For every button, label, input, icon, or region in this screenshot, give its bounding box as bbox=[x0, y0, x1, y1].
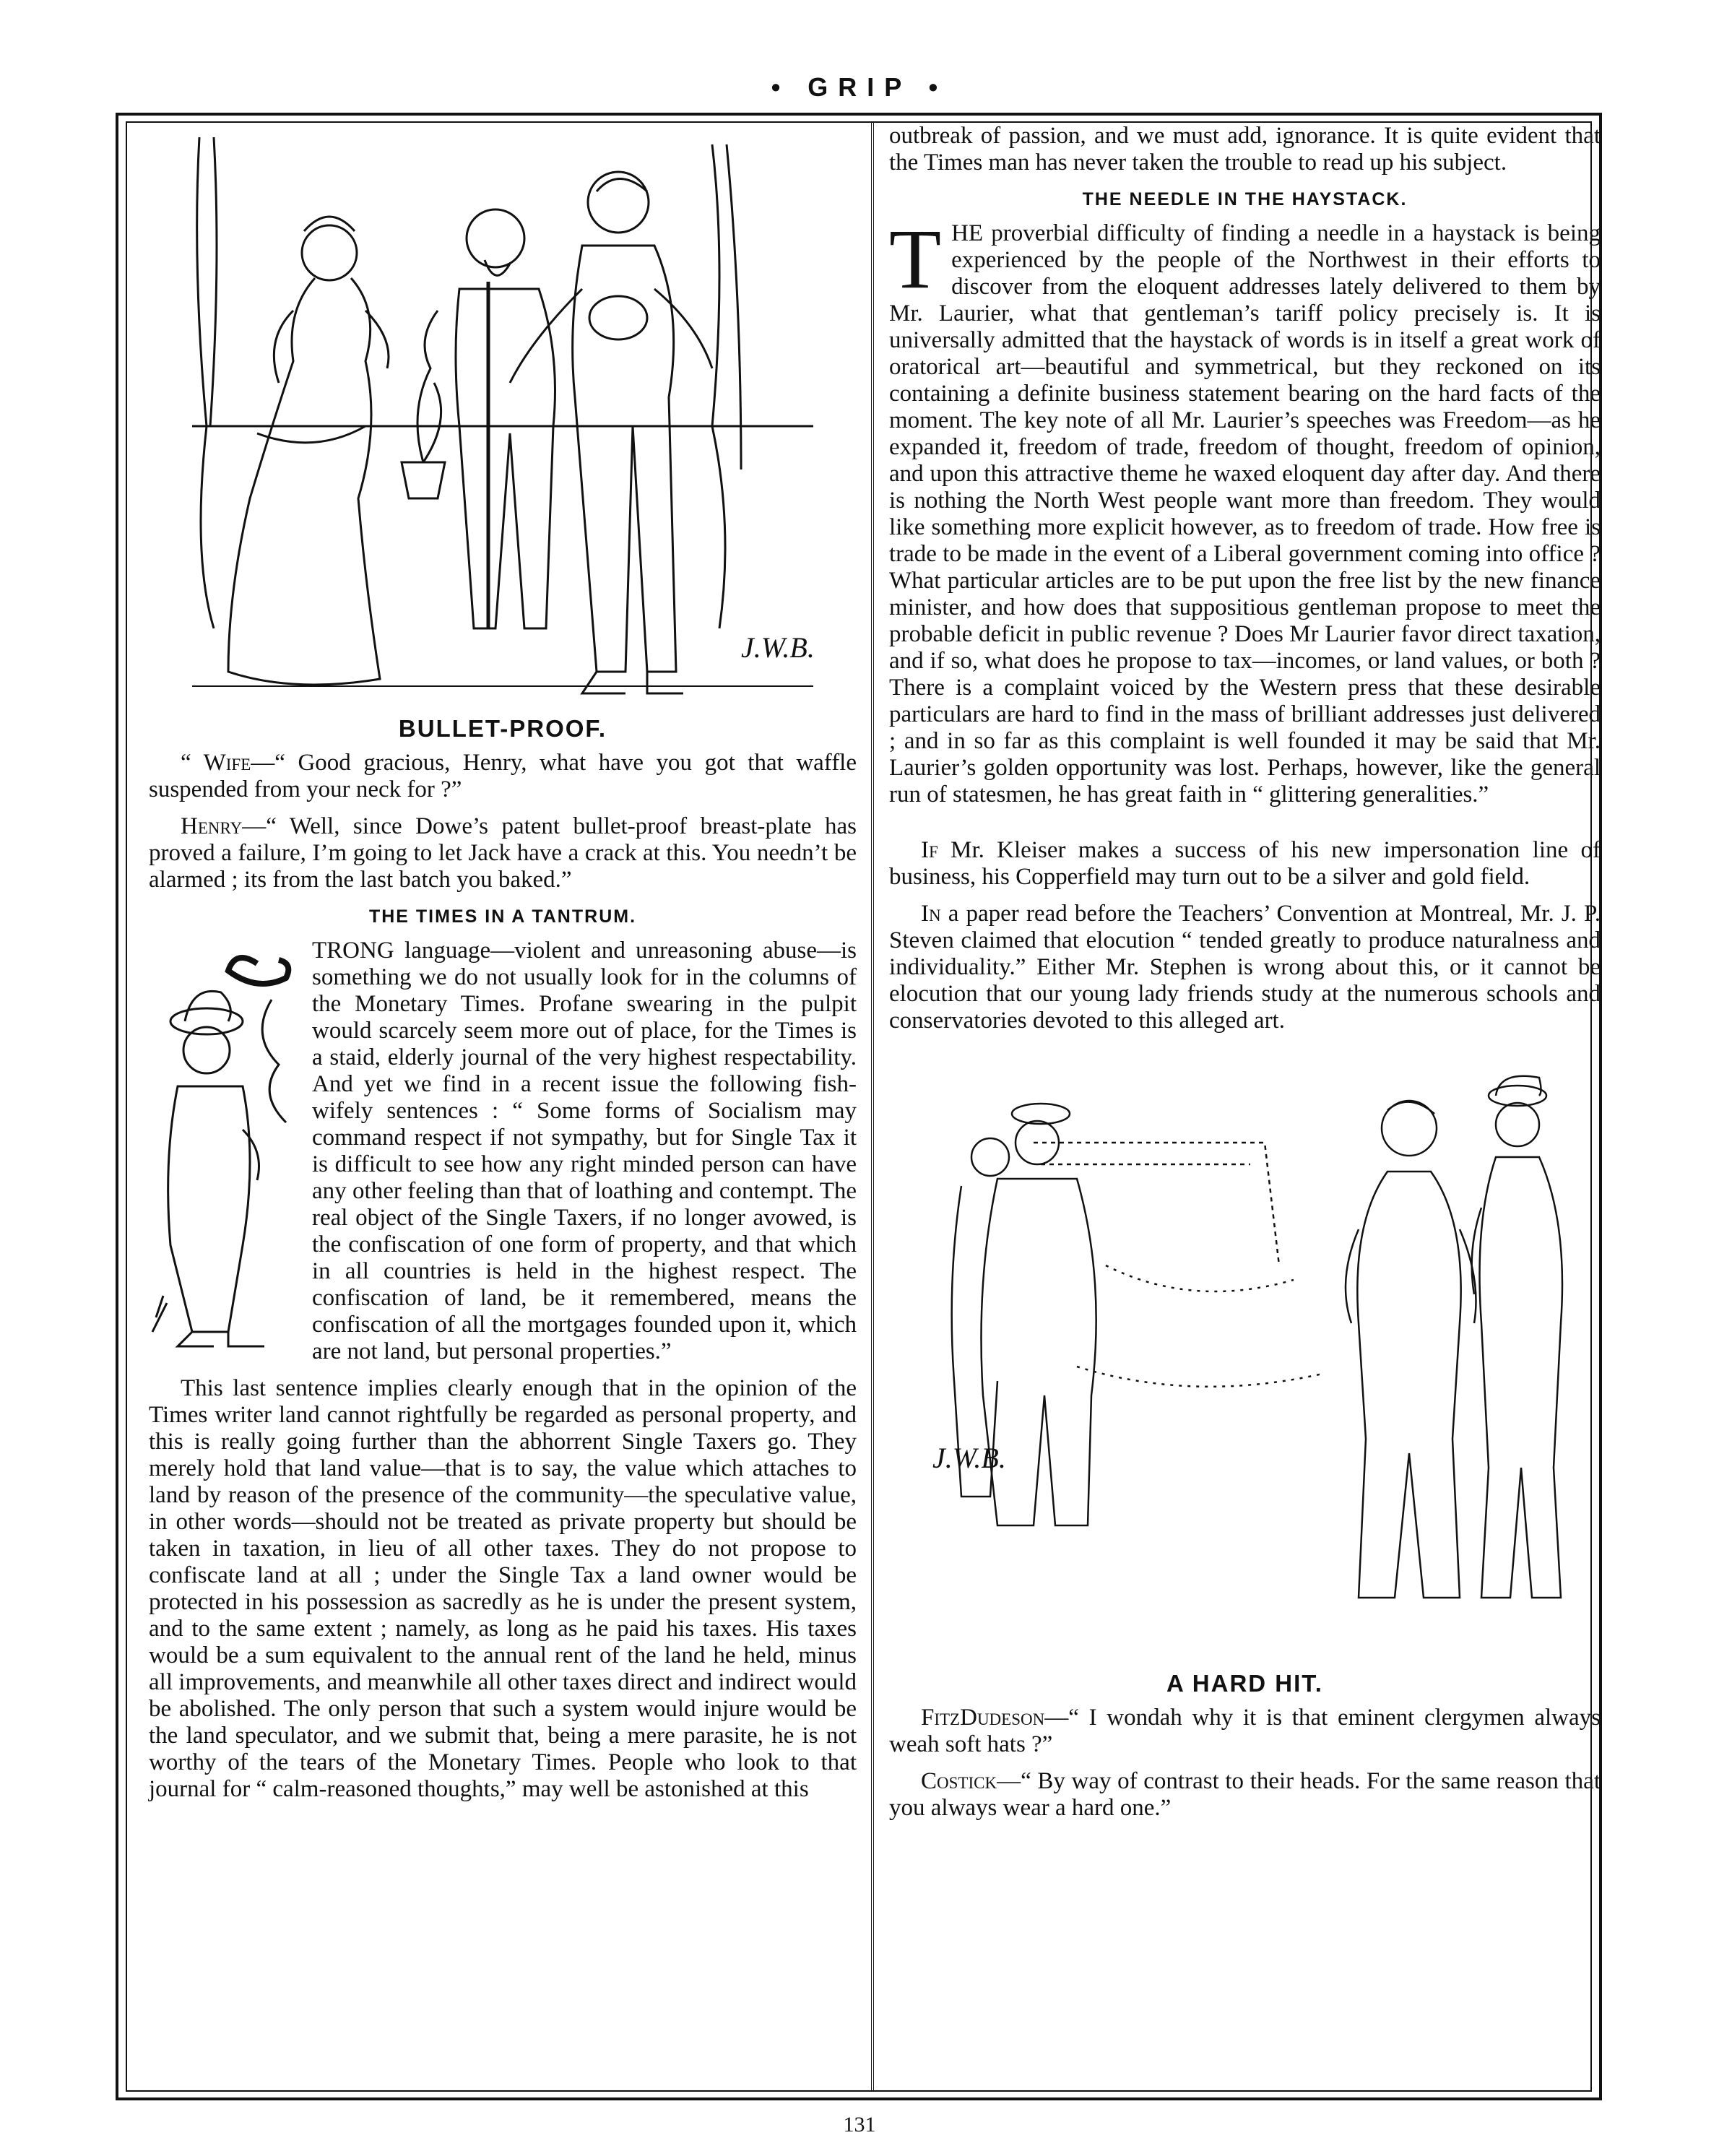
left-column bbox=[149, 123, 857, 1813]
needle-dropcap: T bbox=[889, 212, 942, 306]
kleiser-lead: If bbox=[921, 837, 938, 863]
costick-text: —“ By way of contrast to their heads. For the same reason that you always wear a hard one.” bbox=[889, 1768, 1601, 1821]
hard-hit-cartoon bbox=[889, 1063, 1601, 1663]
masthead: • GRIP • bbox=[771, 72, 948, 102]
henry-speaker: Henry bbox=[181, 813, 243, 839]
page-number: 131 bbox=[843, 2113, 876, 2136]
times-tantrum-heading: THE TIMES IN A TANTRUM. bbox=[368, 906, 637, 927]
times-continued-paragraph: outbreak of passion, and we must add, ignorance. It is quite evident that the Times man has never taken the trouble to read up his subject. bbox=[889, 123, 1601, 176]
kleiser-text: Mr. Kleiser makes a success of his new impersonation line of business, his Copperfield may turn out to be a silver and gold field. bbox=[889, 837, 1601, 890]
smoking-man-dropcap-illustration bbox=[149, 942, 300, 1361]
fitzdudeson-text: —“ I wondah why it is that eminent clergymen always weah soft hats ?” bbox=[889, 1705, 1601, 1757]
page-frame bbox=[116, 113, 1602, 2100]
kleiser-paragraph bbox=[889, 837, 1601, 891]
needle-haystack-heading: THE NEEDLE IN THE HAYSTACK. bbox=[1082, 189, 1408, 209]
bullet-proof-wife-line bbox=[149, 750, 857, 803]
bullet-proof-caption: BULLET-PROOF. bbox=[398, 715, 607, 742]
elocution-paragraph bbox=[889, 901, 1601, 1034]
needle-text: HE proverbial difficulty of finding a needle in a haystack is being experienced by the people of the Northwest in their efforts to discover from the eloquent addresses lately delivered to them by Mr. Laurier, what that gentleman’s tariff policy precisely is. It is universally admitted that the haystack of words is in itself a great work of oratorical art—beautiful and symmetrical, but they reckoned on its containing a definite business statement bearing on the hard facts of the moment. The key note of all Mr. Laurier’s speeches was Freedom—as he expanded it, freedom of trade, freedom of thought, freedom of opinion, and upon this attractive theme he waxed eloquent day after day. And there is nothing the North West people want more than freedom. They would like something more explicit however, as to freedom of trade. How free is trade to be made in the event of a Liberal government coming into office ? What particular articles are to be put upon the free list by the new finance minister, and how does that suppositious gentleman propose to meet the probable deficit in public revenue ? Does Mr Laurier favor direct taxation, and if so, what does he propose to tax—incomes, or land values, or both ? There is a complaint voiced by the Western press that these desirable particulars are hard to find in the mass of brilliant addresses just delivered ; and in so far as this complaint is well founded it may be said that Mr. Laurier’s golden opportunity was lost. Perhaps, however, like the general run of statesmen, he has great faith in “ glittering generalities.” bbox=[889, 220, 1601, 808]
elocution-lead: In bbox=[921, 901, 941, 927]
hard-hit-costick-line bbox=[889, 1768, 1601, 1822]
times-p1-text: TRONG language—violent and unreasoning abuse—is something we do not usually look for in the columns of the Monetary Times. Profane swearing in the pulpit would scarcely seem more out of place, for the Times is a staid, elderly journal of the very highest respectability. And yet we find in a recent issue the following fish-wifely sentences : “ Some forms of Socialism may command respect if not sympathy, but for Single Tax it is difficult to see how any right minded person can have any other feeling than that of loathing and contempt. The real object of the Single Taxers, if no longer avowed, is the confiscation of one form of property, and that which in all countries is held in the highest respect. The confiscation of land, be it remembered, means the confiscation of all the mortgages founded upon it, which are not land, but personal properties.” bbox=[312, 938, 857, 1364]
bullet-proof-cartoon bbox=[149, 123, 857, 708]
hard-hit-fitzdudeson-line bbox=[889, 1705, 1601, 1758]
elocution-text: a paper read before the Teachers’ Convention at Montreal, Mr. J. P. Steven claimed that elocution “ tended greatly to produce naturalness and individuality.” Either Mr. Stephen is wrong about this, or it cannot be elocution that our young lady friends study at the numerous schools and conservatories devoted to this alleged art. bbox=[889, 901, 1601, 1034]
bullet-proof-henry-line bbox=[149, 813, 857, 893]
hard-hit-caption: A HARD HIT. bbox=[1166, 1670, 1323, 1697]
right-column bbox=[889, 123, 1601, 1832]
page-frame-inner bbox=[126, 121, 1601, 2092]
wife-text: —“ Good gracious, Henry, what have you got that waffle suspended from your neck for ?” bbox=[149, 750, 857, 802]
henry-text: —“ Well, since Dowe’s patent bullet-proof breast-plate has proved a failure, I’m going to let Jack have a crack at this. You needn’t be alarmed ; its from the last batch you baked.” bbox=[149, 813, 857, 893]
cartoon1-signature: J.W.B. bbox=[741, 631, 815, 664]
column-divider bbox=[871, 123, 874, 2090]
fitzdudeson-speaker: FitzDudeson bbox=[921, 1705, 1045, 1731]
needle-haystack-paragraph bbox=[889, 212, 1601, 808]
times-tantrum-paragraph-2: This last sentence implies clearly enough that in the opinion of the Times writer land cannot rightfully be regarded as personal property, and this is really going further than the abhorrent Single Taxers go. They merely hold that land value—that is to say, the value which attaches to land by reason of the presence of the community—the speculative value, in other words—should not be treated as private property but should be taken in taxation, in lieu of all other taxes. They do not propose to confiscate land at all ; under the Single Tax a land owner would be protected in his possession as sacredly as he is under the present system, and to the same extent ; namely, as long as he paid his taxes. His taxes would be a sum equivalent to the annual rent of the land he held, minus all improvements, and meanwhile all other taxes direct and indirect would be abolished. The only person that such a system would injure would be the land speculator, and we submit that, being a mere parasite, he is not worthy of the tears of the Monetary Times. People who look to that journal for “ calm-reasoned thoughts,” may well be astonished at this bbox=[149, 1375, 857, 1802]
costick-speaker: Costick bbox=[921, 1768, 997, 1794]
cartoon2-signature: J.W.B. bbox=[932, 1442, 1006, 1474]
wife-speaker: “ Wife bbox=[181, 750, 251, 776]
